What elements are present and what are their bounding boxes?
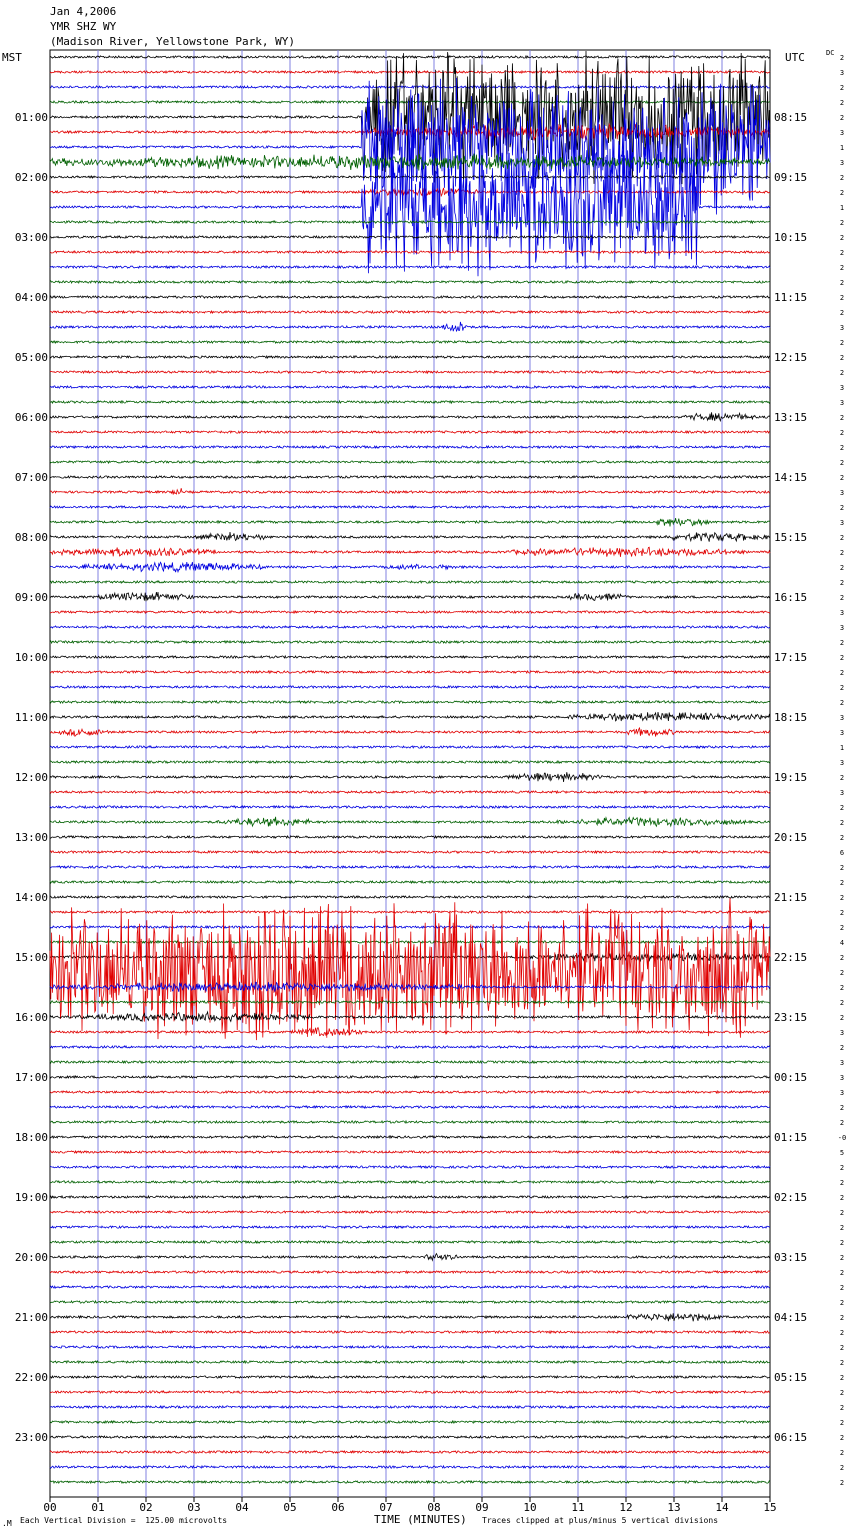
dc-offset-value: 2 xyxy=(839,234,845,242)
scale-note: Each Vertical Division = 125.00 microvolts xyxy=(20,1516,228,1525)
dc-offset-value: 2 xyxy=(839,354,845,362)
dc-offset-value: 3 xyxy=(839,624,845,632)
dc-offset-value: 2 xyxy=(839,99,845,107)
x-tick-label: 00 xyxy=(43,1501,57,1514)
trace-row-95 xyxy=(50,1481,770,1483)
trace-row-33 xyxy=(50,547,770,557)
x-axis-title: TIME (MINUTES) xyxy=(374,1513,467,1526)
hour-label-mst: 20:00 xyxy=(14,1251,48,1264)
trace-row-49 xyxy=(50,791,770,793)
dc-offset-value: 2 xyxy=(839,1119,845,1127)
trace-row-24 xyxy=(50,412,770,421)
dc-offset-value: 2 xyxy=(839,1449,845,1457)
trace-row-47 xyxy=(50,761,770,763)
dc-offset-value: 2 xyxy=(839,1164,845,1172)
hour-label-mst: 05:00 xyxy=(14,351,48,364)
dc-offset-value: 2 xyxy=(839,1104,845,1112)
trace-row-82 xyxy=(50,1286,770,1288)
dc-offset-value: 2 xyxy=(839,189,845,197)
hour-label-mst: 18:00 xyxy=(14,1131,48,1144)
trace-row-54 xyxy=(50,866,770,868)
hour-label-mst: 22:00 xyxy=(14,1371,48,1384)
hour-label-utc: 15:15 xyxy=(774,531,808,544)
dc-offset-value: 2 xyxy=(839,369,845,377)
dc-offset-value: 2 xyxy=(839,594,845,602)
trace-row-42 xyxy=(50,686,770,688)
trace-row-14 xyxy=(50,266,770,268)
dc-offset-value: 3 xyxy=(839,729,845,737)
dc-offset-value: 2 xyxy=(839,984,845,992)
dc-offset-value: 2 xyxy=(839,459,845,467)
hour-label-mst: 06:00 xyxy=(14,411,48,424)
trace-row-41 xyxy=(50,671,770,673)
trace-row-44 xyxy=(50,712,770,721)
trace-row-50 xyxy=(50,806,770,808)
hour-label-mst: 17:00 xyxy=(14,1071,48,1084)
trace-row-10 xyxy=(50,137,770,276)
dc-offset-value: 2 xyxy=(839,654,845,662)
trace-row-16 xyxy=(50,296,770,298)
trace-row-80 xyxy=(50,1254,770,1261)
dc-offset-value: 3 xyxy=(839,384,845,392)
hour-label-mst: 01:00 xyxy=(14,111,48,124)
trace-row-31 xyxy=(50,518,770,526)
trace-row-27 xyxy=(50,461,770,463)
dc-offset-value: 3 xyxy=(839,399,845,407)
hour-label-utc: 05:15 xyxy=(774,1371,808,1384)
dc-offset-value: 2 xyxy=(839,549,845,557)
dc-offset-value: 3 xyxy=(839,519,845,527)
dc-offset-value: 2 xyxy=(839,264,845,272)
dc-offset-value: 3 xyxy=(839,714,845,722)
dc-offset-header: DC xyxy=(826,49,835,57)
dc-offset-value: 2 xyxy=(839,504,845,512)
dc-offset-value: 1 xyxy=(839,204,845,212)
hour-label-utc: 23:15 xyxy=(774,1011,808,1024)
dc-offset-value: 5 xyxy=(839,1149,845,1157)
dc-offset-value: 2 xyxy=(839,1269,845,1277)
dc-offset-value: 2 xyxy=(839,249,845,257)
x-tick-label: 15 xyxy=(763,1501,777,1514)
hour-label-utc: 20:15 xyxy=(774,831,808,844)
hour-label-mst: 04:00 xyxy=(14,291,48,304)
trace-row-35 xyxy=(50,581,770,583)
dc-offset-value: 2 xyxy=(839,969,845,977)
trace-row-73 xyxy=(50,1151,770,1153)
dc-offset-value: 2 xyxy=(839,174,845,182)
trace-row-38 xyxy=(50,626,770,628)
dc-offset-value: 2 xyxy=(839,219,845,227)
hour-label-mst: 15:00 xyxy=(14,951,48,964)
dc-offset-value: 2 xyxy=(839,279,845,287)
trace-row-2 xyxy=(50,86,770,88)
dc-offset-value: 2 xyxy=(839,699,845,707)
dc-offset-value: 2 xyxy=(839,114,845,122)
left-timezone-label: MST xyxy=(2,51,22,64)
trace-row-20 xyxy=(50,356,770,358)
trace-row-30 xyxy=(50,506,770,508)
trace-row-52 xyxy=(50,836,770,838)
dc-offset-value: 2 xyxy=(839,474,845,482)
hour-label-mst: 08:00 xyxy=(14,531,48,544)
trace-row-91 xyxy=(50,1421,770,1423)
footer-mark: .M xyxy=(2,1519,12,1528)
hour-label-mst: 03:00 xyxy=(14,231,48,244)
trace-row-87 xyxy=(50,1361,770,1363)
dc-offset-value: 6 xyxy=(839,849,845,857)
dc-offset-value: 2 xyxy=(839,54,845,62)
hour-label-mst: 09:00 xyxy=(14,591,48,604)
trace-row-46 xyxy=(50,746,770,748)
trace-row-79 xyxy=(50,1241,770,1243)
trace-row-53 xyxy=(50,851,770,853)
x-tick-label: 12 xyxy=(619,1501,633,1514)
dc-offset-value: 2 xyxy=(839,429,845,437)
trace-row-37 xyxy=(50,611,770,613)
trace-row-28 xyxy=(50,476,770,478)
trace-row-19 xyxy=(50,341,770,343)
trace-row-21 xyxy=(50,371,770,373)
trace-row-15 xyxy=(50,281,770,283)
trace-row-9 xyxy=(50,188,770,196)
dc-offset-value: 2 xyxy=(839,1224,845,1232)
dc-offset-value: 2 xyxy=(839,339,845,347)
trace-row-25 xyxy=(50,431,770,433)
x-tick-label: 11 xyxy=(571,1501,585,1514)
dc-offset-value: 2 xyxy=(839,444,845,452)
dc-offset-value: 2 xyxy=(839,684,845,692)
dc-offset-value: 2 xyxy=(839,909,845,917)
hour-label-utc: 13:15 xyxy=(774,411,808,424)
trace-row-45 xyxy=(50,728,770,737)
dc-offset-value: 2 xyxy=(839,1374,845,1382)
trace-row-76 xyxy=(50,1196,770,1198)
trace-row-48 xyxy=(50,772,770,782)
trace-row-72 xyxy=(50,1136,770,1138)
x-tick-label: 06 xyxy=(331,1501,345,1514)
x-tick-label: 07 xyxy=(379,1501,393,1514)
dc-offset-value: 2 xyxy=(839,294,845,302)
dc-offset-value: 2 xyxy=(839,1419,845,1427)
dc-offset-value: 2 xyxy=(839,1314,845,1322)
x-tick-label: 04 xyxy=(235,1501,249,1514)
trace-row-40 xyxy=(50,656,770,658)
dc-offset-value: 2 xyxy=(839,84,845,92)
hour-label-utc: 09:15 xyxy=(774,171,808,184)
hour-label-utc: 18:15 xyxy=(774,711,808,724)
x-tick-label: 02 xyxy=(139,1501,153,1514)
dc-offset-value: 2 xyxy=(839,579,845,587)
dc-offset-value: 2 xyxy=(839,309,845,317)
dc-offset-value: 2 xyxy=(839,639,845,647)
dc-offset-value: 2 xyxy=(839,894,845,902)
dc-offset-value: 2 xyxy=(839,1389,845,1397)
trace-row-75 xyxy=(50,1181,770,1183)
dc-offset-value: 3 xyxy=(839,1089,845,1097)
trace-row-81 xyxy=(50,1271,770,1273)
x-tick-label: 05 xyxy=(283,1501,297,1514)
trace-row-77 xyxy=(50,1211,770,1213)
x-tick-label: 01 xyxy=(91,1501,105,1514)
hour-label-mst: 19:00 xyxy=(14,1191,48,1204)
trace-row-13 xyxy=(50,251,770,253)
dc-offset-value: 3 xyxy=(839,159,845,167)
trace-row-43 xyxy=(50,701,770,703)
record-date: Jan 4,2006 xyxy=(50,5,117,18)
hour-label-utc: 22:15 xyxy=(774,951,808,964)
hour-label-utc: 19:15 xyxy=(774,771,808,784)
dc-offset-value: 2 xyxy=(839,1479,845,1487)
dc-offset-value: 2 xyxy=(839,924,845,932)
dc-offset-value: 2 xyxy=(839,1044,845,1052)
hour-label-utc: 16:15 xyxy=(774,591,808,604)
dc-offset-value: 3 xyxy=(839,759,845,767)
trace-row-62 xyxy=(50,982,770,992)
dc-offset-value: 3 xyxy=(839,609,845,617)
x-tick-label: 14 xyxy=(715,1501,729,1514)
hour-label-utc: 03:15 xyxy=(774,1251,808,1264)
trace-row-93 xyxy=(50,1451,770,1453)
x-tick-label: 03 xyxy=(187,1501,201,1514)
right-timezone-label: UTC xyxy=(785,51,805,64)
dc-offset-value: 2 xyxy=(839,999,845,1007)
dc-offset-value: 3 xyxy=(839,1074,845,1082)
dc-offset-value: 1 xyxy=(839,744,845,752)
dc-offset-value: 2 xyxy=(839,1254,845,1262)
dc-offset-value: 2 xyxy=(839,1359,845,1367)
dc-offset-value: -0 xyxy=(837,1134,847,1142)
dc-offset-value: 3 xyxy=(839,69,845,77)
trace-row-70 xyxy=(50,1106,770,1108)
hour-label-mst: 07:00 xyxy=(14,471,48,484)
dc-offset-value: 2 xyxy=(839,414,845,422)
dc-offset-value: 2 xyxy=(839,1404,845,1412)
trace-row-61 xyxy=(50,898,770,1040)
dc-offset-value: 2 xyxy=(839,534,845,542)
hour-label-utc: 14:15 xyxy=(774,471,808,484)
trace-row-67 xyxy=(50,1061,770,1063)
dc-offset-value: 2 xyxy=(839,1239,845,1247)
dc-offset-value: 3 xyxy=(839,324,845,332)
x-tick-label: 13 xyxy=(667,1501,681,1514)
trace-row-34 xyxy=(50,562,770,572)
station-code: YMR SHZ WY xyxy=(50,20,117,33)
hour-label-utc: 12:15 xyxy=(774,351,808,364)
trace-row-92 xyxy=(50,1436,770,1438)
dc-offset-value: 2 xyxy=(839,819,845,827)
hour-label-utc: 01:15 xyxy=(774,1131,808,1144)
dc-offset-value: 2 xyxy=(839,669,845,677)
hour-label-utc: 08:15 xyxy=(774,111,808,124)
hour-label-mst: 11:00 xyxy=(14,711,48,724)
hour-label-mst: 02:00 xyxy=(14,171,48,184)
station-location: (Madison River, Yellowstone Park, WY) xyxy=(50,35,296,48)
trace-row-71 xyxy=(50,1121,770,1123)
dc-offset-value: 2 xyxy=(839,834,845,842)
dc-offset-value: 2 xyxy=(839,774,845,782)
hour-label-utc: 06:15 xyxy=(774,1431,808,1444)
trace-row-83 xyxy=(50,1301,770,1303)
trace-row-94 xyxy=(50,1466,770,1468)
dc-offset-value: 3 xyxy=(839,789,845,797)
trace-row-68 xyxy=(50,1076,770,1078)
dc-offset-value: 2 xyxy=(839,1194,845,1202)
hour-label-mst: 21:00 xyxy=(14,1311,48,1324)
dc-offset-value: 2 xyxy=(839,564,845,572)
dc-offset-value: 3 xyxy=(839,1029,845,1037)
trace-row-29 xyxy=(50,488,770,494)
hour-label-mst: 23:00 xyxy=(14,1431,48,1444)
dc-offset-value: 3 xyxy=(839,1059,845,1067)
hour-label-mst: 12:00 xyxy=(14,771,48,784)
trace-row-56 xyxy=(50,896,770,898)
trace-row-51 xyxy=(50,817,770,827)
trace-row-39 xyxy=(50,641,770,643)
trace-row-36 xyxy=(50,592,770,601)
dc-offset-value: 3 xyxy=(839,489,845,497)
x-tick-label: 09 xyxy=(475,1501,489,1514)
trace-row-74 xyxy=(50,1166,770,1168)
dc-offset-value: 4 xyxy=(839,939,845,947)
dc-offset-value: 2 xyxy=(839,879,845,887)
hour-label-mst: 14:00 xyxy=(14,891,48,904)
trace-row-18 xyxy=(50,322,770,331)
dc-offset-value: 2 xyxy=(839,1434,845,1442)
hour-label-mst: 10:00 xyxy=(14,651,48,664)
trace-row-89 xyxy=(50,1391,770,1393)
trace-row-32 xyxy=(50,532,770,542)
trace-row-84 xyxy=(50,1313,770,1321)
trace-row-1 xyxy=(50,71,770,73)
trace-row-85 xyxy=(50,1331,770,1333)
trace-row-88 xyxy=(50,1376,770,1378)
trace-row-26 xyxy=(50,446,770,448)
trace-row-66 xyxy=(50,1046,770,1048)
hour-label-utc: 10:15 xyxy=(774,231,808,244)
dc-offset-value: 2 xyxy=(839,1329,845,1337)
dc-offset-value: 2 xyxy=(839,1344,845,1352)
dc-offset-value: 2 xyxy=(839,1284,845,1292)
trace-row-90 xyxy=(50,1406,770,1408)
hour-label-utc: 21:15 xyxy=(774,891,808,904)
trace-row-22 xyxy=(50,386,770,388)
dc-offset-value: 2 xyxy=(839,954,845,962)
trace-row-86 xyxy=(50,1346,770,1348)
x-tick-label: 10 xyxy=(523,1501,537,1514)
trace-row-17 xyxy=(50,311,770,313)
dc-offset-value: 2 xyxy=(839,1299,845,1307)
hour-label-mst: 16:00 xyxy=(14,1011,48,1024)
hour-label-utc: 02:15 xyxy=(774,1191,808,1204)
hour-label-utc: 17:15 xyxy=(774,651,808,664)
trace-row-78 xyxy=(50,1226,770,1228)
trace-row-55 xyxy=(50,881,770,883)
hour-label-mst: 13:00 xyxy=(14,831,48,844)
dc-offset-value: 2 xyxy=(839,804,845,812)
dc-offset-value: 2 xyxy=(839,1209,845,1217)
trace-row-69 xyxy=(50,1091,770,1093)
clip-note: Traces clipped at plus/minus 5 vertical divisions xyxy=(482,1516,719,1525)
trace-row-63 xyxy=(50,1001,770,1003)
hour-label-utc: 11:15 xyxy=(774,291,808,304)
dc-offset-value: 2 xyxy=(839,864,845,872)
trace-row-0 xyxy=(50,56,770,58)
dc-offset-value: 1 xyxy=(839,144,845,152)
dc-offset-value: 2 xyxy=(839,1179,845,1187)
dc-offset-value: 2 xyxy=(839,1014,845,1022)
hour-label-utc: 04:15 xyxy=(774,1311,808,1324)
dc-offset-value: 2 xyxy=(839,1464,845,1472)
dc-offset-value: 3 xyxy=(839,129,845,137)
trace-row-23 xyxy=(50,401,770,403)
trace-row-3 xyxy=(50,101,770,103)
hour-label-utc: 00:15 xyxy=(774,1071,808,1084)
x-tick-label: 08 xyxy=(427,1501,441,1514)
